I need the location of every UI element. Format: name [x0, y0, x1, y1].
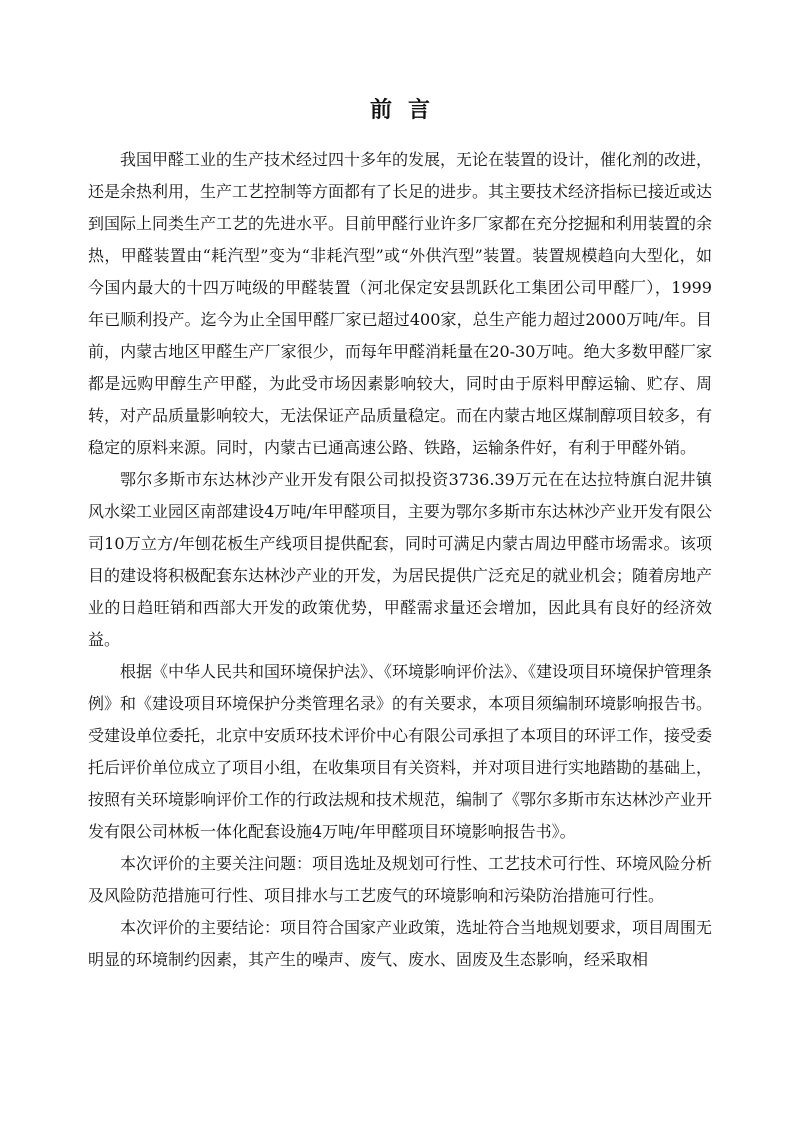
- paragraph-formaldehyde-industry: 我国甲醛工业的生产技术经过四十多年的发展，无论在装置的设计，催化剂的改进，还是余热利用，生产工艺控制等方面都有了长足的进步。其主要技术经济指标已接近或达到国际上同类生产工艺的先进水平。目前甲醛行业许多厂家都在充分挖掘和利用装置的余热，甲醛装置由“耗汽型”变为“非耗汽型”或“外供汽型”装置。装置规模趋向大型化，如今国内最大的十四万吨级的甲醛装置（河北保定安县凯跃化工集团公司甲醛厂），1999年已顺利投产。迄今为止全国甲醛厂家已超过400家，总生产能力超过2000万吨/年。目前，内蒙古地区甲醛生产厂家很少，而每年甲醛消耗量在20-30万吨。绝大多数甲醛厂家都是远购甲醇生产甲醛，为此受市场因素影响较大，同时由于原料甲醇运输、贮存、周转，对产品质量影响较大，无法保证产品质量稳定。而在内蒙古地区煤制醇项目较多，有稳定的原料来源。同时，内蒙古已通高速公路、铁路，运输条件好，有利于甲醛外销。: [88, 150, 713, 457]
- paragraph-assessment-basis: 根据《中华人民共和国环境保护法》、《环境影响评价法》、《建设项目环境保护管理条例》和《建设项目环境保护分类管理名录》的有关要求，本项目须编制环境影响报告书。受建设单位委托，北京中安质环技术评价中心有限公司承担了本项目的环评工作，接受委托后评价单位成立了项目小组，在收集项目有关资料，并对项目进行实地踏勘的基础上，按照有关环境影响评价工作的行政法规和技术规范，编制了《鄂尔多斯市东达林沙产业开发有限公司林板一体化配套设施4万吨/年甲醛项目环境影响报告书》。: [88, 662, 713, 841]
- document-body: [88, 144, 712, 976]
- paragraph-project-overview: 鄂尔多斯市东达林沙产业开发有限公司拟投资3736.39万元在在达拉特旗白泥井镇风水梁工业园区南部建设4万吨/年甲醛项目，主要为鄂尔多斯市东达林沙产业开发有限公司10万立方/年刨花板生产线项目提供配套，同时可满足内蒙古周边甲醛市场需求。该项目的建设将积极配套东达林沙产业的开发，为居民提供广泛充足的就业机会；随着房地产业的日趋旺销和西部大开发的政策优势，甲醛需求量还会增加，因此具有良好的经济效益。: [88, 470, 713, 649]
- page-title: 前言: [369, 97, 446, 123]
- paragraph-main-conclusions: 本次评价的主要结论：项目符合国家产业政策，选址符合当地规划要求，项目周围无明显的环境制约因素，其产生的噪声、废气、废水、固废及生态影响，经采取相: [88, 918, 713, 969]
- paragraph-key-concerns: 本次评价的主要关注问题：项目选址及规划可行性、工艺技术可行性、环境风险分析及风险防范措施可行性、项目排水与工艺废气的环境影响和污染防治措施可行性。: [88, 854, 713, 905]
